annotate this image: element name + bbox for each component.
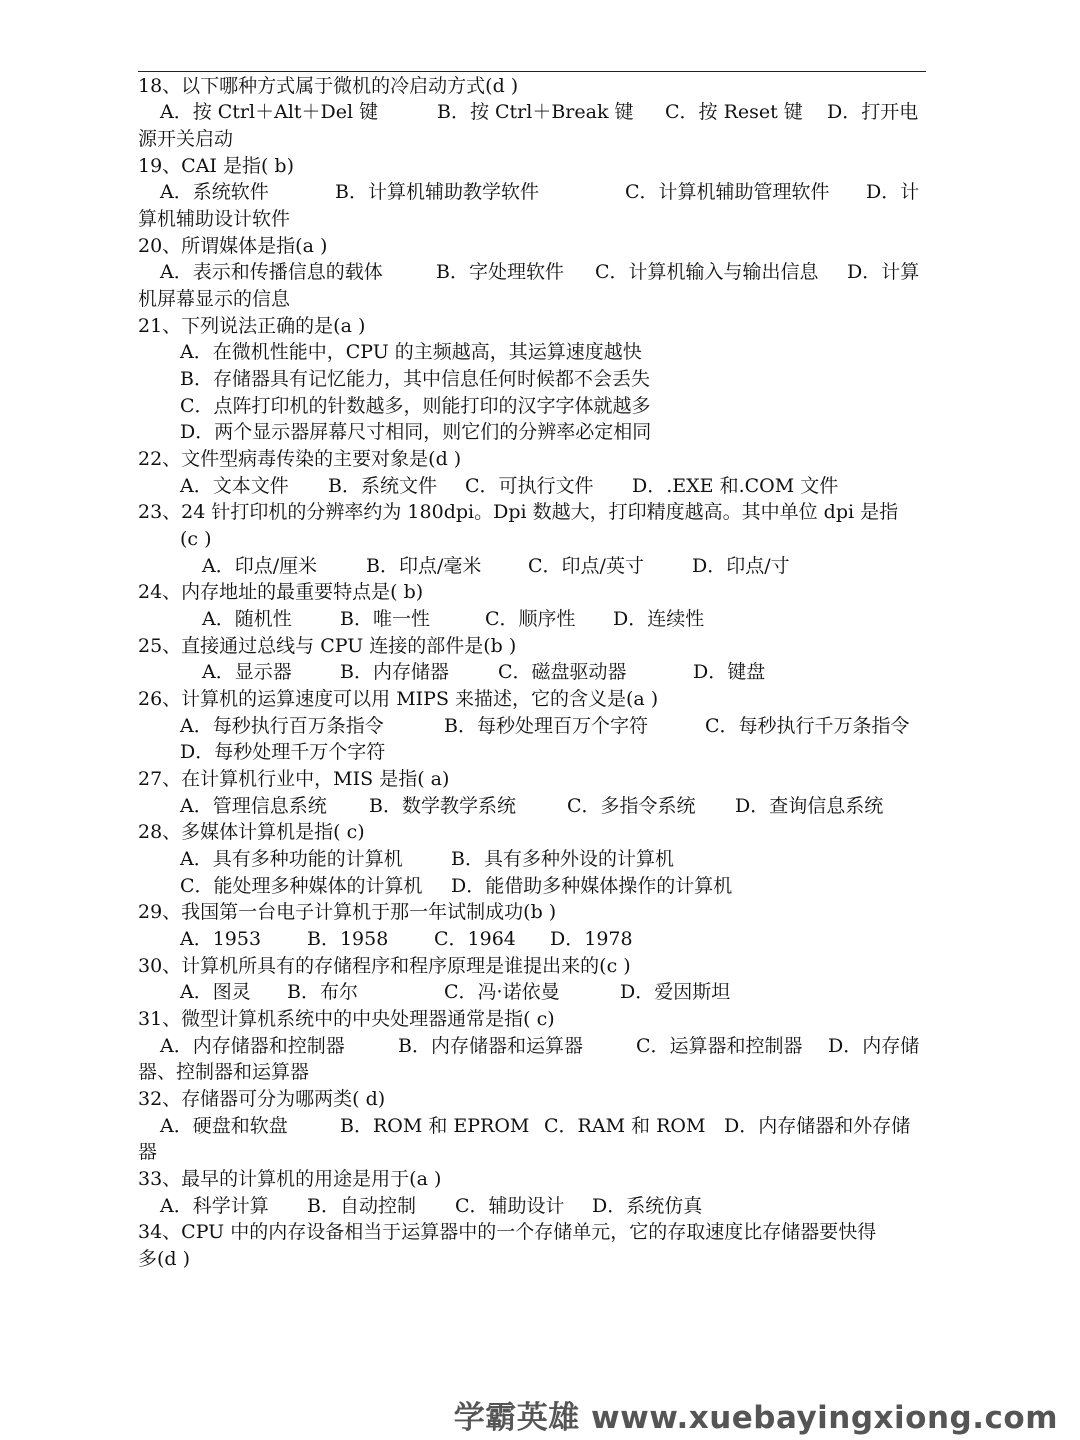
- option-22-b: B．系统文件: [328, 475, 437, 497]
- option-18-a: A．按 Ctrl＋Alt＋Del 键: [160, 101, 379, 123]
- question-34-cont: 多(d ): [138, 1248, 191, 1270]
- option-28-b: B．具有多种外设的计算机: [451, 848, 674, 870]
- option-25-d: D．键盘: [693, 661, 766, 683]
- option-25-c: C．磁盘驱动器: [498, 661, 627, 683]
- option-26-a: A．每秒执行百万条指令: [180, 715, 384, 737]
- option-25-a: A．显示器: [202, 661, 292, 683]
- question-28: 28、多媒体计算机是指( c): [138, 821, 365, 843]
- option-21-d: D．两个显示器屏幕尺寸相同，则它们的分辨率必定相同: [180, 421, 652, 443]
- option-18-d: D．打开电: [827, 101, 919, 123]
- option-26-d: D．每秒处理千万个字符: [180, 741, 386, 763]
- option-29-c: C．1964: [434, 928, 516, 950]
- option-27-d: D．查询信息系统: [735, 795, 884, 817]
- option-19-d: D．计: [866, 181, 920, 203]
- header-rule: [138, 71, 926, 72]
- option-18-b: B．按 Ctrl＋Break 键: [437, 101, 634, 123]
- option-26-c: C．每秒执行千万条指令: [705, 715, 910, 737]
- option-20-a: A．表示和传播信息的载体: [160, 261, 383, 283]
- option-22-a: A．文本文件: [180, 475, 289, 497]
- option-19-a: A．系统软件: [160, 181, 269, 203]
- option-33-c: C．辅助设计: [455, 1195, 565, 1217]
- option-21-b: B．存储器具有记忆能力，其中信息任何时候都不会丢失: [180, 368, 650, 390]
- option-30-c: C．冯·诺依曼: [444, 981, 560, 1003]
- option-23-b: B．印点/毫米: [366, 555, 482, 577]
- option-27-c: C．多指令系统: [567, 795, 696, 817]
- option-28-d: D．能借助多种媒体操作的计算机: [451, 875, 733, 897]
- option-22-c: C．可执行文件: [465, 475, 594, 497]
- option-27-a: A．管理信息系统: [180, 795, 327, 817]
- option-31-c: C．运算器和控制器: [636, 1035, 803, 1057]
- option-33-b: B．自动控制: [307, 1195, 416, 1217]
- option-19-d-cont: 算机辅助设计软件: [138, 208, 291, 230]
- option-30-b: B．布尔: [287, 981, 358, 1003]
- option-28-a: A．具有多种功能的计算机: [180, 848, 403, 870]
- option-28-c: C．能处理多种媒体的计算机: [180, 875, 423, 897]
- option-18-d-cont: 源开关启动: [138, 128, 234, 150]
- option-32-d: D．内存储器和外存储: [724, 1115, 911, 1137]
- site-watermark: 学霸英雄 www.xuebayingxiong.com: [453, 1400, 1058, 1436]
- question-24: 24、内存地址的最重要特点是( b): [138, 581, 424, 603]
- option-31-d-cont: 器、控制器和运算器: [138, 1061, 310, 1083]
- question-34: 34、CPU 中的内存设备相当于运算器中的一个存储单元，它的存取速度比存储器要快得: [138, 1221, 877, 1243]
- question-20: 20、所谓媒体是指(a ): [138, 235, 328, 257]
- option-20-b: B．字处理软件: [436, 261, 564, 283]
- option-29-b: B．1958: [307, 928, 389, 950]
- option-24-c: C．顺序性: [485, 608, 576, 630]
- option-32-c: C．RAM 和 ROM: [544, 1115, 706, 1137]
- option-29-d: D．1978: [550, 928, 633, 950]
- question-23: 23、24 针打印机的分辨率约为 180dpi。Dpi 数越大，打印精度越高。其中单位 dpi 是指: [138, 501, 899, 523]
- question-30: 30、计算机所具有的存储程序和程序原理是谁提出来的(c ): [138, 955, 631, 977]
- option-32-d-cont: 器: [138, 1141, 158, 1163]
- question-33: 33、最早的计算机的用途是用于(a ): [138, 1168, 442, 1190]
- option-29-a: A．1953: [180, 928, 262, 950]
- option-18-c: C．按 Reset 键: [665, 101, 803, 123]
- question-29: 29、我国第一台电子计算机于那一年试制成功(b ): [138, 901, 557, 923]
- option-33-a: A．科学计算: [160, 1195, 269, 1217]
- question-25: 25、直接通过总线与 CPU 连接的部件是(b ): [138, 635, 517, 657]
- question-26: 26、计算机的运算速度可以用 MIPS 来描述，它的含义是(a ): [138, 688, 659, 710]
- question-18: 18、以下哪种方式属于微机的冷启动方式(d ): [138, 75, 519, 97]
- option-24-b: B．唯一性: [340, 608, 430, 630]
- option-24-a: A．随机性: [202, 608, 292, 630]
- option-22-d: D．.EXE 和.COM 文件: [632, 475, 839, 497]
- question-27: 27、在计算机行业中，MIS 是指( a): [138, 768, 450, 790]
- option-25-b: B．内存储器: [340, 661, 449, 683]
- question-23-answer: (c ): [180, 528, 212, 550]
- option-26-b: B．每秒处理百万个字符: [444, 715, 648, 737]
- option-19-c: C．计算机辅助管理软件: [625, 181, 830, 203]
- option-20-d: D．计算: [847, 261, 920, 283]
- option-31-b: B．内存储器和运算器: [398, 1035, 583, 1057]
- option-33-d: D．系统仿真: [592, 1195, 703, 1217]
- option-23-a: A．印点/厘米: [202, 555, 318, 577]
- option-31-d: D．内存储: [828, 1035, 920, 1057]
- option-19-b: B．计算机辅助教学软件: [335, 181, 539, 203]
- option-30-a: A．图灵: [180, 981, 251, 1003]
- option-32-b: B．ROM 和 EPROM: [340, 1115, 530, 1137]
- option-23-c: C．印点/英寸: [528, 555, 644, 577]
- option-20-d-cont: 机屏幕显示的信息: [138, 288, 291, 310]
- option-21-c: C．点阵打印机的针数越多，则能打印的汉字字体就越多: [180, 395, 651, 417]
- option-20-c: C．计算机输入与输出信息: [595, 261, 819, 283]
- option-24-d: D．连续性: [613, 608, 705, 630]
- question-31: 31、微型计算机系统中的中央处理器通常是指( c): [138, 1008, 555, 1030]
- option-27-b: B．数学教学系统: [369, 795, 516, 817]
- option-30-d: D．爱因斯坦: [620, 981, 731, 1003]
- option-32-a: A．硬盘和软盘: [160, 1115, 288, 1137]
- question-21: 21、下列说法正确的是(a ): [138, 315, 366, 337]
- question-19: 19、CAI 是指( b): [138, 155, 295, 177]
- option-21-a: A．在微机性能中，CPU 的主频越高，其运算速度越快: [180, 341, 642, 363]
- option-23-d: D．印点/寸: [692, 555, 790, 577]
- question-32: 32、存储器可分为哪两类( d): [138, 1088, 386, 1110]
- question-22: 22、文件型病毒传染的主要对象是(d ): [138, 448, 462, 470]
- option-31-a: A．内存储器和控制器: [160, 1035, 345, 1057]
